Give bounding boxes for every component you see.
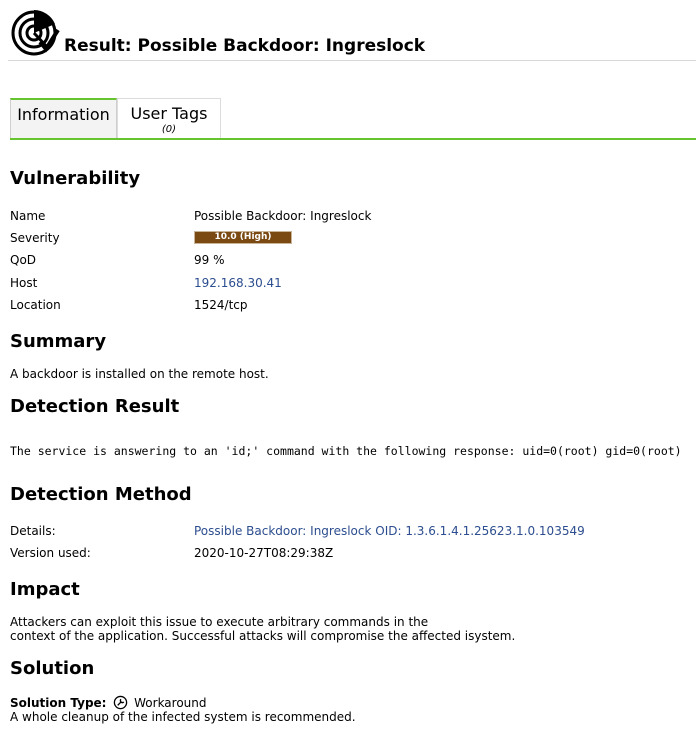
tab-user-tags[interactable] [117,98,221,138]
tab-information-label: Information [17,105,110,124]
detection-result-text: The service is answering to an 'id;' command with the following response: uid=0(root) gid=0(root) [10,444,682,458]
details-link[interactable]: Possible Backdoor: Ingreslock OID: 1.3.6.1.4.1.25623.1.0.103549 [194,524,585,538]
tab-bar [10,98,696,140]
tab-information[interactable] [10,98,117,138]
page-header [8,6,696,61]
detection-method-heading: Detection Method [10,484,192,505]
impact-text-line1: Attackers can exploit this issue to execute arbitrary commands in the [10,615,429,629]
solution-type-value: Workaround [134,696,207,710]
impact-text-line2: context of the application. Successful attacks will compromise the affected isystem. [10,629,516,643]
qod-value: 99 % [194,253,225,267]
severity-label: Severity [10,231,60,245]
location-label: Location [10,298,61,312]
host-link[interactable]: 192.168.30.41 [194,276,282,290]
tab-user-tags-count: (0) [161,124,177,135]
solution-type-label: Solution Type: [10,696,107,710]
solution-heading: Solution [10,658,95,679]
severity-bar [194,231,292,244]
summary-heading: Summary [10,331,107,352]
name-value: Possible Backdoor: Ingreslock [194,209,372,223]
details-label: Details: [10,524,56,538]
severity-value: 10.0 (High) [214,232,272,242]
impact-heading: Impact [10,579,80,600]
version-value: 2020-10-27T08:29:38Z [194,546,334,560]
summary-text: A backdoor is installed on the remote host. [10,367,269,381]
location-value: 1524/tcp [194,298,248,312]
workaround-icon [113,695,128,710]
page-title: Result: Possible Backdoor: Ingreslock [64,36,426,56]
tab-user-tags-label: User Tags [130,104,208,123]
detection-result-heading: Detection Result [10,396,180,417]
radar-scan-logo-icon [10,8,60,56]
name-label: Name [10,209,46,223]
qod-label: QoD [10,253,37,267]
solution-type [10,695,207,710]
version-label: Version used: [10,546,91,560]
vulnerability-heading: Vulnerability [10,168,141,189]
host-label: Host [10,276,38,290]
solution-text: A whole cleanup of the infected system is recommended. [10,710,356,724]
